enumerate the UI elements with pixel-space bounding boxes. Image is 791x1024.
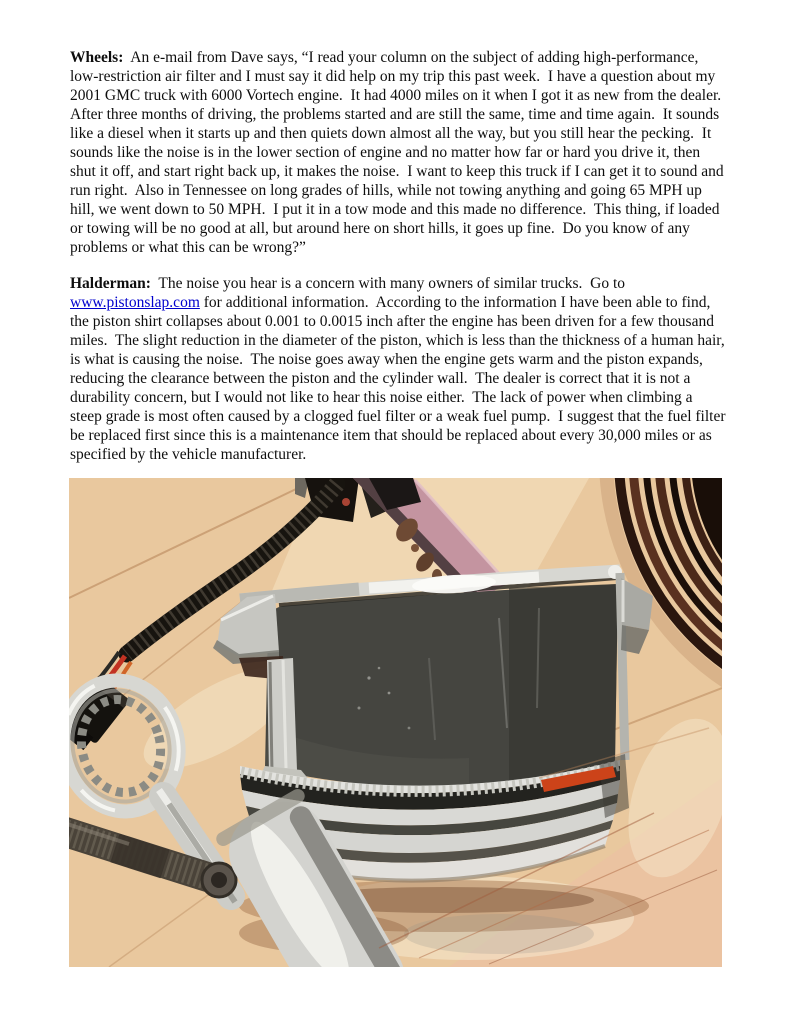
answer-text-after-link: for additional information. According to the information I have been able to find, the piston shirt collapses about 0.001 to 0.0015 inch after the engine has been driven for a few thousand miles. The slight reduction in the diameter of the piston, which is less than the thickness of a human hair, is what is causing the noise. The noise goes away when the engine gets warm and the piston expands, reducing the clearance between the piston and the cylinder wall. The dealer is correct that it is not a durability concern, but I would not like to hear this noise either. The lack of power when climbing a steep grade is most often caused by a clogged fuel filter or a weak fuel pump. I suggest that the fuel filter be replaced first since this is a maintenance item that should be replaced about every 30,000 miles or as specified by the vehicle manufacturer. [70, 294, 730, 463]
article [70, 48, 730, 967]
question-text: An e-mail from Dave says, “I read your column on the subject of adding high-performance, low-restriction air filter and I must say it did help on my trip this past week. I have a question about my 2001 GMC truck with 6000 Vortech engine. It had 4000 miles on it when I got it as new from the dealer. After three months of driving, the problems started and are still the same, time and time again. It sounds like a diesel when it starts up and then quiets down almost all the way, but you still hear the pecking. It sounds like the noise is in the lower section of engine and no matter how far or hard you drive it, then shut it off, and start right back up, it makes the noise. I want to keep this truck if I can get it to sound and run right. Also in Tennessee on long grades of hills, while not towing anything and going 65 MPH up hill, we went down to 50 MPH. I put it in a tow mode and this made no difference. This thing, if loaded or towing will be no good at all, but around here on short hills, it goes up fine. Do you know of any problems or what this can be wrong?” [70, 49, 729, 256]
answer-label: Halderman: [70, 275, 151, 292]
piston-photo [69, 478, 722, 967]
question-paragraph [70, 48, 727, 257]
red-wire-dot [342, 498, 350, 506]
pistonslap-link[interactable]: www.pistonslap.com [70, 294, 200, 311]
answer-paragraph [70, 274, 730, 464]
question-label: Wheels: [70, 49, 124, 66]
answer-text-before-link: The noise you hear is a concern with many owners of similar trucks. Go to [150, 275, 629, 292]
